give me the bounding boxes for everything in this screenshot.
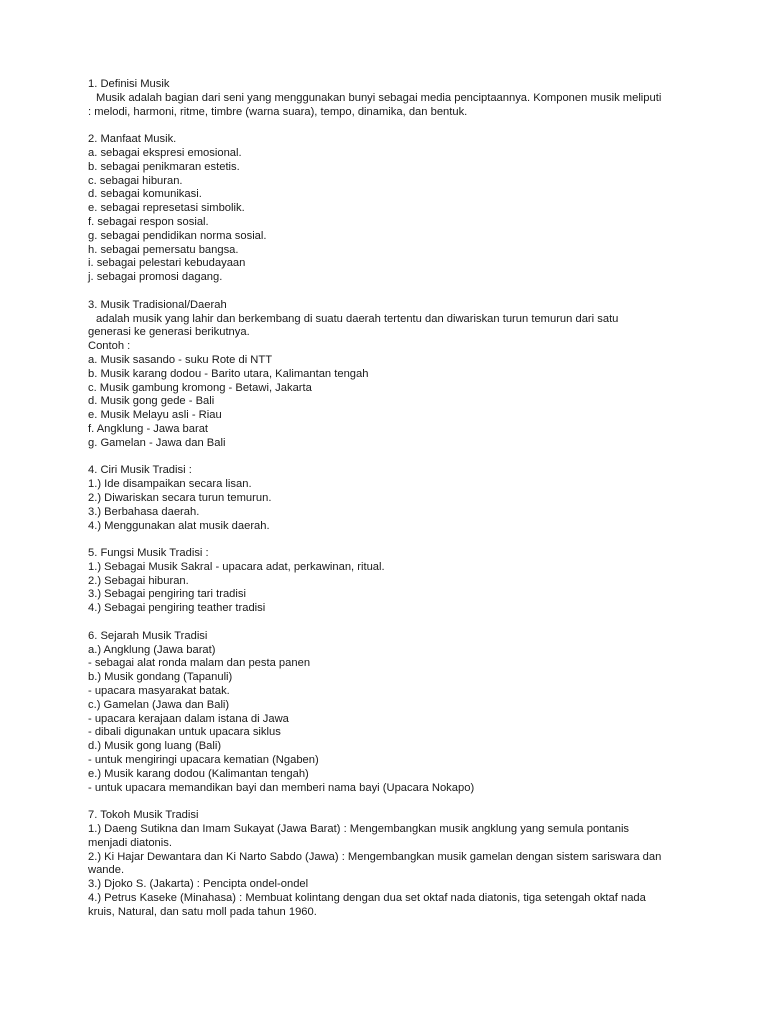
section-title: 5. Fungsi Musik Tradisi : — [88, 547, 209, 560]
list-item: 1.) Ide disampaikan secara lisan. — [88, 478, 252, 491]
list-item: - dibali digunakan untuk upacara siklus — [88, 726, 281, 739]
list-item: 3.) Berbahasa daerah. — [88, 505, 200, 518]
document-body — [88, 78, 688, 933]
list-item: j. sebagai promosi dagang. — [88, 271, 223, 284]
list-item: - sebagai alat ronda malam dan pesta panen — [88, 657, 311, 670]
list-item: 2.) Sebagai hiburan. — [88, 574, 189, 587]
section-fungsi-musik-tradisi — [88, 547, 688, 616]
list-item: g. Gamelan - Jawa dan Bali — [88, 436, 226, 449]
list-item: b. sebagai penikmaran estetis. — [88, 160, 240, 173]
list-item: kruis, Natural, dan satu moll pada tahun 1960. — [88, 905, 317, 918]
section-title: 4. Ciri Musik Tradisi : — [88, 464, 192, 477]
section-sejarah-musik-tradisi — [88, 630, 688, 796]
list-item: 3.) Djoko S. (Jakarta) : Pencipta ondel-ondel — [88, 878, 309, 891]
section-title: 7. Tokoh Musik Tradisi — [88, 809, 199, 822]
list-item: - upacara kerajaan dalam istana di Jawa — [88, 712, 289, 725]
list-item: Contoh : — [88, 340, 131, 353]
paragraph-line: generasi ke generasi berikutnya. — [88, 326, 250, 339]
list-item: - untuk upacara memandikan bayi dan memberi nama bayi (Upacara Nokapo) — [88, 781, 475, 794]
list-item: menjadi diatonis. — [88, 836, 172, 849]
list-item: wande. — [88, 864, 125, 877]
section-musik-tradisional — [88, 299, 688, 451]
list-item: a. Musik sasando - suku Rote di NTT — [88, 353, 273, 366]
section-title: 2. Manfaat Musik. — [88, 133, 177, 146]
section-title: 1. Definisi Musik — [88, 78, 170, 90]
section-title: 6. Sejarah Musik Tradisi — [88, 629, 208, 642]
list-item: f. Angklung - Jawa barat — [88, 422, 209, 435]
section-manfaat-musik — [88, 133, 688, 285]
list-item: 4.) Sebagai pengiring teather tradisi — [88, 602, 266, 615]
list-item: - untuk mengiringi upacara kematian (Ngaben) — [88, 754, 319, 767]
section-definisi-musik — [88, 78, 688, 119]
list-item: b. Musik karang dodou - Barito utara, Kalimantan tengah — [88, 367, 369, 380]
list-item: c. sebagai hiburan. — [88, 174, 183, 187]
list-item: e. sebagai represetasi simbolik. — [88, 202, 245, 215]
list-item: c. Musik gambung kromong - Betawi, Jakarta — [88, 381, 312, 394]
list-item: 2.) Ki Hajar Dewantara dan Ki Narto Sabdo (Jawa) : Mengembangkan musik gamelan dengan sistem sariswara dan — [88, 850, 662, 863]
list-item: 1.) Daeng Sutikna dan Imam Sukayat (Jawa Barat) : Mengembangkan musik angklung yang semula pontanis — [88, 823, 630, 836]
list-item: e.) Musik karang dodou (Kalimantan tengah) — [88, 767, 309, 780]
paragraph-line: adalah musik yang lahir dan berkembang di suatu daerah tertentu dan diwariskan turun temurun dari satu — [96, 312, 619, 325]
list-item: 4.) Menggunakan alat musik daerah. — [88, 519, 270, 532]
list-item: a. sebagai ekspresi emosional. — [88, 146, 242, 159]
list-item: d. Musik gong gede - Bali — [88, 395, 215, 408]
list-item: f. sebagai respon sosial. — [88, 215, 209, 228]
list-item: c.) Gamelan (Jawa dan Bali) — [88, 698, 230, 711]
list-item: a.) Angklung (Jawa barat) — [88, 643, 216, 656]
section-tokoh-musik-tradisi — [88, 809, 688, 919]
list-item: i. sebagai pelestari kebudayaan — [88, 257, 246, 270]
paragraph-line: Musik adalah bagian dari seni yang menggunakan bunyi sebagai media penciptaannya. Komponen musik meliputi — [96, 91, 662, 104]
list-item: 4.) Petrus Kaseke (Minahasa) : Membuat kolintang dengan dua set oktaf nada diatonis, tiga setengah oktaf nada — [88, 892, 646, 905]
paragraph-line: : melodi, harmoni, ritme, timbre (warna suara), tempo, dinamika, dan bentuk. — [88, 105, 468, 118]
section-ciri-musik-tradisi — [88, 464, 688, 533]
list-item: d.) Musik gong luang (Bali) — [88, 740, 222, 753]
section-title: 3. Musik Tradisional/Daerah — [88, 298, 227, 311]
list-item: g. sebagai pendidikan norma sosial. — [88, 229, 267, 242]
list-item: b.) Musik gondang (Tapanuli) — [88, 671, 233, 684]
list-item: e. Musik Melayu asli - Riau — [88, 409, 222, 422]
list-item: 2.) Diwariskan secara turun temurun. — [88, 491, 272, 504]
list-item: 1.) Sebagai Musik Sakral - upacara adat, perkawinan, ritual. — [88, 560, 385, 573]
list-item: 3.) Sebagai pengiring tari tradisi — [88, 588, 246, 601]
list-item: d. sebagai komunikasi. — [88, 188, 202, 201]
list-item: h. sebagai pemersatu bangsa. — [88, 243, 239, 256]
list-item: - upacara masyarakat batak. — [88, 685, 230, 698]
